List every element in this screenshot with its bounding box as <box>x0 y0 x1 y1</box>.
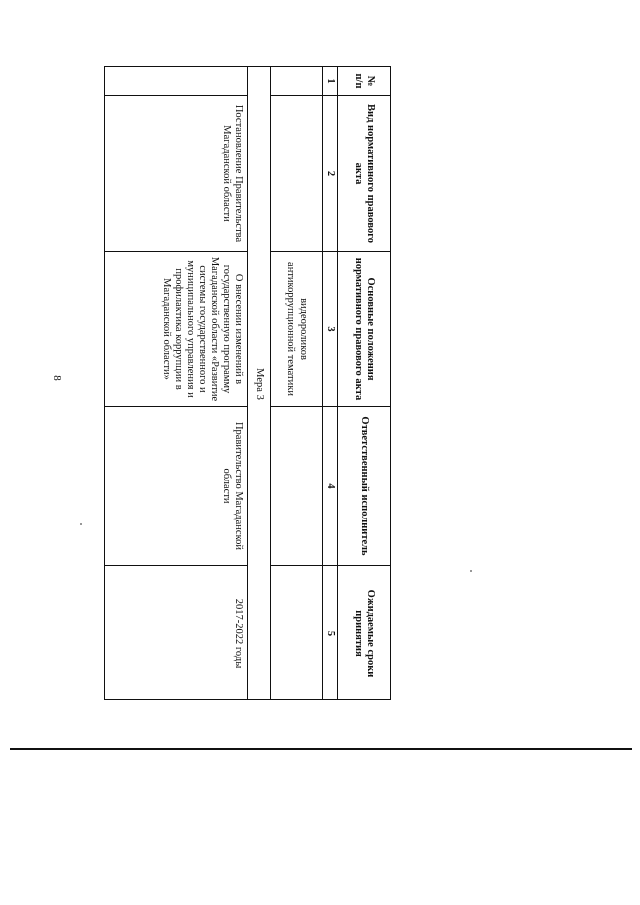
column-number-row <box>322 67 337 699</box>
row-number-cell <box>104 67 247 96</box>
deadline-cell: 2017-2022 годы <box>233 598 244 669</box>
header-act-type: Вид нормативного правового акта <box>338 96 390 252</box>
act-type-cell: Постановление Правительства Магаданской области <box>104 96 247 252</box>
provisions-cell: О внесении изменений в государственную программу Магаданской области «Развитие системы государственного и муниципального управления и профилактика коррупции в Магаданской области» <box>104 252 247 407</box>
act-type-cell <box>271 96 322 252</box>
table-header-row <box>337 67 390 699</box>
regulatory-acts-table <box>104 66 391 700</box>
column-number: 3 <box>323 252 337 407</box>
measure-section-row <box>247 67 270 699</box>
scan-dot <box>470 570 472 572</box>
header-executor: Ответственный исполнитель <box>338 407 390 566</box>
header-deadline: Ожидаемые сроки принятия <box>353 589 377 678</box>
measure-section-title: Мера 3 <box>254 368 266 400</box>
rotated-table-frame <box>104 66 391 700</box>
header-number: № п/п <box>338 67 390 96</box>
table-row <box>104 67 247 699</box>
table-row <box>270 67 322 699</box>
provisions-cell: видеороликов антикоррупционной тематики <box>271 252 322 407</box>
column-number: 4 <box>323 407 337 566</box>
row-number-cell <box>271 67 322 96</box>
executor-cell: Правительство Магаданской области <box>104 407 247 566</box>
deadline-cell <box>271 566 322 700</box>
column-number: 5 <box>325 630 337 637</box>
column-number: 1 <box>323 67 337 96</box>
header-provisions: Основные положения нормативного правового акта <box>338 252 390 407</box>
executor-cell <box>271 407 322 566</box>
page-number: 8 <box>51 375 63 381</box>
bottom-rule <box>10 748 632 750</box>
scan-dot <box>80 523 82 525</box>
column-number: 2 <box>323 96 337 252</box>
